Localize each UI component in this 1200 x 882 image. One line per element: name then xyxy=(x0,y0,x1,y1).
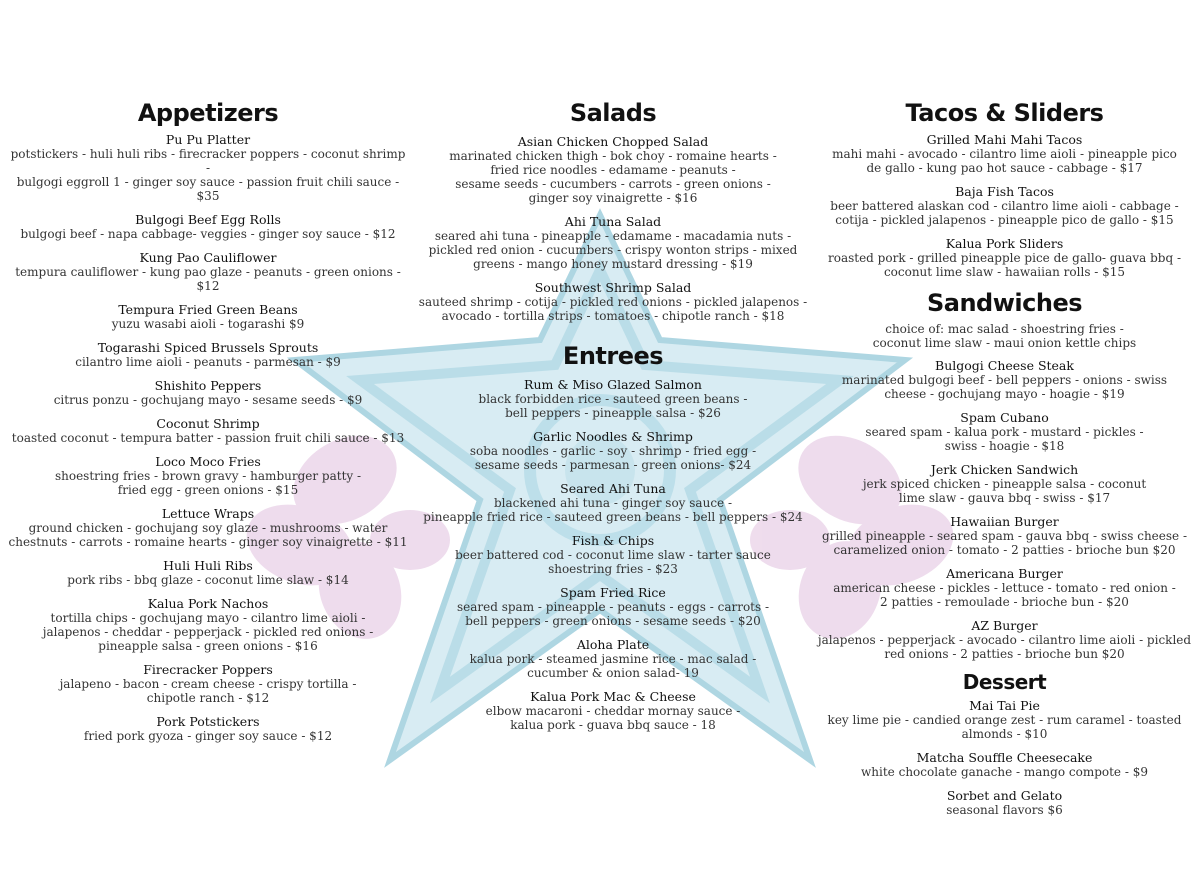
appetizers-heading: Appetizers xyxy=(137,99,279,127)
menu-item xyxy=(812,410,1197,453)
menu-item xyxy=(418,429,808,472)
menu-item-description: seasonal flavors $6 xyxy=(946,803,1063,817)
menu-item xyxy=(812,236,1197,279)
menu-item xyxy=(812,618,1197,661)
menu-item-description: toasted coconut - tempura batter - passion fruit chili sauce - $13 xyxy=(11,431,405,445)
menu-item xyxy=(8,212,408,241)
menu-item-name: Mai Tai Pie xyxy=(969,698,1040,713)
menu-item xyxy=(8,132,408,203)
menu-item-name: Tempura Fried Green Beans xyxy=(118,302,298,317)
menu-item-name: Ahi Tuna Salad xyxy=(564,214,662,229)
menu-item-description: seared spam - kalua pork - mustard - pickles - swiss - hoagie - $18 xyxy=(865,425,1144,453)
menu-item xyxy=(418,214,808,271)
menu-item xyxy=(8,714,408,743)
menu-item xyxy=(812,184,1197,227)
menu-item-description: marinated chicken thigh - bok choy - romaine hearts - fried rice noodles - edamame - peanuts - sesame seeds - cucumbers - carrots - green onions - ginger soy vinaigrette - $16 xyxy=(449,149,777,205)
menu-item-description: kalua pork - steamed jasmine rice - mac salad - cucumber & onion salad- 19 xyxy=(469,652,757,680)
menu-item xyxy=(418,637,808,680)
sandwiches-list xyxy=(812,358,1197,661)
menu-item-name: Coconut Shrimp xyxy=(156,416,260,431)
menu-item-description: white chocolate ganache - mango compote - $9 xyxy=(861,765,1148,779)
menu-item xyxy=(418,481,808,524)
menu-item xyxy=(418,689,808,732)
menu-item-name: Americana Burger xyxy=(946,566,1063,581)
menu-item-description: grilled pineapple - seared spam - gauva bbq - swiss cheese - caramelized onion - tomato - 2 patties - brioche bun $20 xyxy=(821,529,1188,557)
menu-item-description: beer battered alaskan cod - cilantro lime aioli - cabbage - cotija - pickled jalapenos - pineapple pico de gallo - $15 xyxy=(830,199,1179,227)
menu-item-name: Huli Huli Ribs xyxy=(163,558,253,573)
menu-item xyxy=(8,596,408,653)
appetizers-column xyxy=(8,98,408,752)
menu-item-name: Pork Potstickers xyxy=(156,714,260,729)
tacos-sandwiches-dessert-column xyxy=(812,98,1197,826)
menu-item xyxy=(812,698,1197,741)
menu-item-name: Rum & Miso Glazed Salmon xyxy=(524,377,702,392)
menu-item xyxy=(812,750,1197,779)
menu-item-name: Kalua Pork Mac & Cheese xyxy=(530,689,696,704)
menu-item xyxy=(8,416,408,445)
menu-item xyxy=(8,340,408,369)
menu-item-name: Spam Fried Rice xyxy=(560,585,666,600)
menu-item-description: jerk spiced chicken - pineapple salsa - coconut lime slaw - gauva bbq - swiss - $17 xyxy=(862,477,1147,505)
menu-item-name: Bulgogi Cheese Steak xyxy=(935,358,1074,373)
menu-item-name: Firecracker Poppers xyxy=(143,662,273,677)
menu-item-name: Kalua Pork Nachos xyxy=(147,596,269,611)
menu-item-name: Sorbet and Gelato xyxy=(946,788,1063,803)
salads-heading: Salads xyxy=(569,99,657,127)
menu-item xyxy=(8,378,408,407)
menu-item-name: Fish & Chips xyxy=(571,533,655,548)
tacos-list xyxy=(812,132,1197,279)
menu-item-name: Kung Pao Cauliflower xyxy=(139,250,277,265)
menu-item xyxy=(8,506,408,549)
menu-item-description: tortilla chips - gochujang mayo - cilantro lime aioli - jalapenos - cheddar - pepperjack - pickled red onions - pineapple salsa - green onions - $16 xyxy=(42,611,374,653)
menu-item xyxy=(8,454,408,497)
menu-item xyxy=(418,134,808,205)
menu-item-description: sauteed shrimp - cotija - pickled red onions - pickled jalapenos - avocado - tortilla strips - tomatoes - chipotle ranch - $18 xyxy=(418,295,808,323)
menu-item xyxy=(812,788,1197,817)
menu-item xyxy=(8,662,408,705)
menu-item xyxy=(812,358,1197,401)
menu-item-description: jalapenos - pepperjack - avocado - cilantro lime aioli - pickled red onions - 2 patties - brioche bun $20 xyxy=(817,633,1192,661)
menu-item-description: mahi mahi - avocado - cilantro lime aioli - pineapple pico de gallo - kung pao hot sauce - cabbage - $17 xyxy=(832,147,1177,175)
menu-item-description: roasted pork - grilled pineapple pice de gallo- guava bbq - coconut lime slaw - hawaiian rolls - $15 xyxy=(827,251,1182,279)
menu-item-description: bulgogi beef - napa cabbage- veggies - ginger soy sauce - $12 xyxy=(20,227,396,241)
menu-item-name: Baja Fish Tacos xyxy=(955,184,1054,199)
menu-item-description: pork ribs - bbq glaze - coconut lime slaw - $14 xyxy=(67,573,349,587)
menu-item-description: fried pork gyoza - ginger soy sauce - $12 xyxy=(83,729,333,743)
menu-item-name: Kalua Pork Sliders xyxy=(945,236,1064,251)
sandwiches-side-choice: choice of: mac salad - shoestring fries - coconut lime slaw - maui onion kettle chips xyxy=(872,322,1137,350)
menu-item-name: Lettuce Wraps xyxy=(161,506,255,521)
menu-item-description: jalapeno - bacon - cream cheese - crispy tortilla - chipotle ranch - $12 xyxy=(59,677,357,705)
menu-item-description: yuzu wasabi aioli - togarashi $9 xyxy=(111,317,305,331)
menu-item xyxy=(418,377,808,420)
menu-item-name: AZ Burger xyxy=(971,618,1038,633)
menu-item-name: Pu Pu Platter xyxy=(165,132,251,147)
menu-item-description: beer battered cod - coconut lime slaw - tarter sauce shoestring fries - $23 xyxy=(455,548,771,576)
menu-item-name: Aloha Plate xyxy=(576,637,650,652)
menu-item-name: Garlic Noodles & Shrimp xyxy=(533,429,693,444)
menu-item-description: tempura cauliflower - kung pao glaze - peanuts - green onions - $12 xyxy=(15,265,401,293)
entrees-list xyxy=(418,377,808,732)
menu-item-description: shoestring fries - brown gravy - hamburger patty - fried egg - green onions - $15 xyxy=(54,469,362,497)
menu-item-description: ground chicken - gochujang soy glaze - mushrooms - water chestnuts - carrots - romaine hearts - ginger soy vinaigrette - $11 xyxy=(8,521,408,549)
menu-item-description: key lime pie - candied orange zest - rum caramel - toasted almonds - $10 xyxy=(827,713,1182,741)
menu-item-name: Southwest Shrimp Salad xyxy=(534,280,692,295)
menu-item-name: Asian Chicken Chopped Salad xyxy=(517,134,709,149)
menu-item xyxy=(812,132,1197,175)
menu-item-description: cilantro lime aioli - peanuts - parmesan - $9 xyxy=(75,355,341,369)
menu-item-description: citrus ponzu - gochujang mayo - sesame seeds - $9 xyxy=(53,393,363,407)
menu-item-description: seared ahi tuna - pineapple - edamame - macadamia nuts - pickled red onion - cucumbers - crispy wonton strips - mixed greens - mango honey mustard dressing - $19 xyxy=(428,229,798,271)
menu-item-name: Grilled Mahi Mahi Tacos xyxy=(926,132,1083,147)
menu-item-name: Togarashi Spiced Brussels Sprouts xyxy=(97,340,319,355)
menu-item-description: marinated bulgogi beef - bell peppers - onions - swiss cheese - gochujang mayo - hoagie - $19 xyxy=(841,373,1168,401)
menu-item-description: soba noodles - garlic - soy - shrimp - fried egg - sesame seeds - parmesan - green onions- $24 xyxy=(469,444,757,472)
menu-item-description: potstickers - huli huli ribs - firecracker poppers - coconut shrimp - bulgogi eggroll 1 - ginger soy sauce - passion fruit chili sauce - $35 xyxy=(10,147,406,203)
menu-item xyxy=(812,462,1197,505)
menu-item-name: Seared Ahi Tuna xyxy=(560,481,666,496)
menu-item xyxy=(8,250,408,293)
salads-entrees-column xyxy=(418,98,808,741)
menu-item-name: Hawaiian Burger xyxy=(950,514,1059,529)
menu-item xyxy=(8,302,408,331)
menu-item-name: Loco Moco Fries xyxy=(155,454,261,469)
menu-item-description: blackened ahi tuna - ginger soy sauce - pineapple fried rice - sauteed green beans - bell peppers - $24 xyxy=(423,496,803,524)
dessert-list xyxy=(812,698,1197,817)
dessert-heading: Dessert xyxy=(962,670,1047,694)
entrees-heading: Entrees xyxy=(562,342,664,370)
menu-item xyxy=(812,566,1197,609)
menu-item-name: Shishito Peppers xyxy=(154,378,262,393)
menu-item-name: Matcha Souffle Cheesecake xyxy=(916,750,1093,765)
menu-item-name: Jerk Chicken Sandwich xyxy=(930,462,1079,477)
menu-item-description: seared spam - pineapple - peanuts - eggs - carrots - bell peppers - green onions - sesame seeds - $20 xyxy=(456,600,770,628)
appetizers-list xyxy=(8,132,408,743)
sandwiches-heading: Sandwiches xyxy=(926,289,1083,317)
menu-item xyxy=(418,585,808,628)
tacos-sliders-heading: Tacos & Sliders xyxy=(905,99,1104,127)
salads-list xyxy=(418,134,808,323)
menu-item-description: american cheese - pickles - lettuce - tomato - red onion - 2 patties - remoulade - brioche bun - $20 xyxy=(833,581,1176,609)
menu-item-description: black forbidden rice - sauteed green beans - bell peppers - pineapple salsa - $26 xyxy=(478,392,748,420)
menu-item-name: Spam Cubano xyxy=(960,410,1049,425)
menu-item xyxy=(812,514,1197,557)
menu-item-name: Bulgogi Beef Egg Rolls xyxy=(135,212,281,227)
menu-item xyxy=(8,558,408,587)
menu-item xyxy=(418,280,808,323)
menu-item-description: elbow macaroni - cheddar mornay sauce - kalua pork - guava bbq sauce - 18 xyxy=(485,704,741,732)
menu-item xyxy=(418,533,808,576)
